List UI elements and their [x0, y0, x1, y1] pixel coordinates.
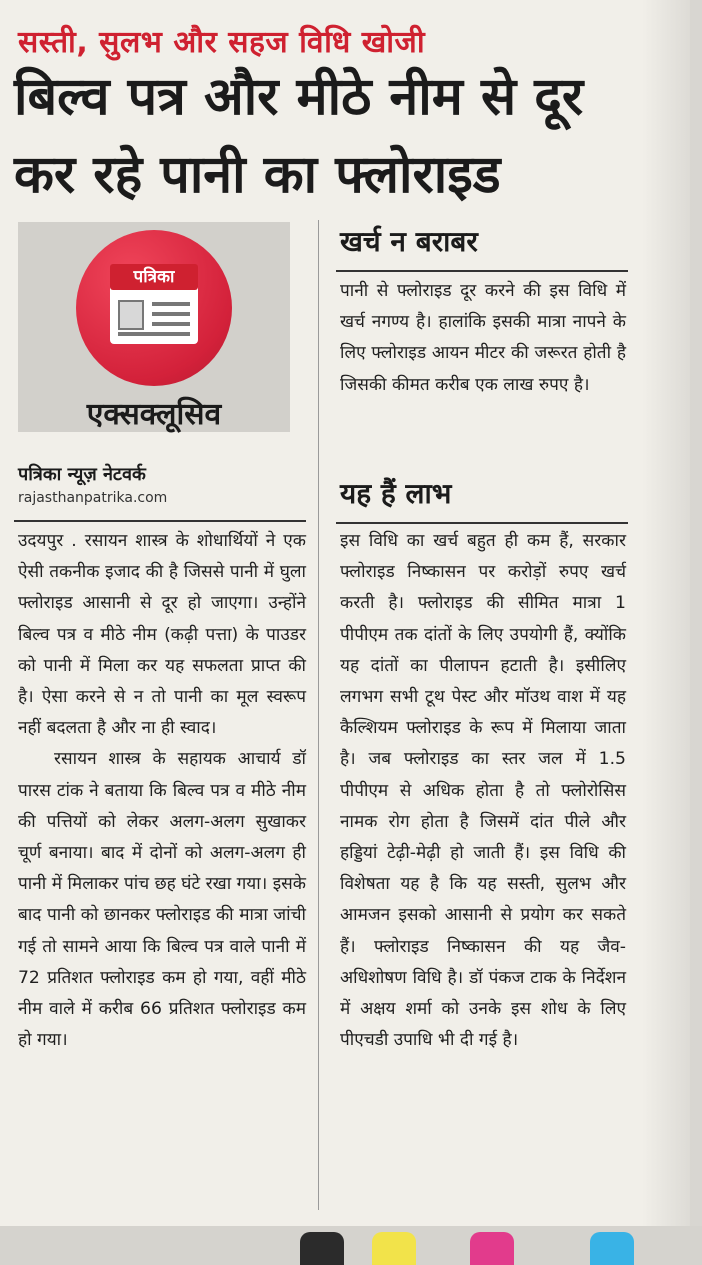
- paragraph: रसायन शास्त्र के सहायक आचार्य डॉ पारस टांक ने बताया कि बिल्व पत्र व मीठे नीम की पत्तियों को लेकर अलग-अलग सुखाकर चूर्ण बनाया। बाद में दोनों को अलग-अलग ही पानी में मिलाकर पांच छह घंटे रखा गया। इसके बाद पानी को छानकर फ्लोराइड की मात्रा जांची गई तो सामने आया कि बिल्व पत्र वाले पानी में 72 प्रतिशत फ्लोराइड कम हो गया, वहीं मीठे नीम वाले में करीब 66 प्रतिशत फ्लोराइड कम हो गया।: [18, 749, 306, 1051]
- paragraph: पानी से फ्लोराइड दूर करने की इस विधि में खर्च नगण्य है। हालांकि इसकी मात्रा नापने के लिए फ्लोराइड आयन मीटर की जरूरत होती है जिसकी कीमत करीब एक लाख रुपए है।: [340, 281, 626, 395]
- divider: [14, 520, 306, 522]
- patrika-logo: [76, 230, 232, 386]
- divider: [336, 270, 628, 272]
- text-line-icon: [152, 302, 190, 306]
- website: rajasthanpatrika.com: [18, 490, 168, 506]
- print-swatch: [372, 1232, 416, 1265]
- article-headline: बिल्व पत्र और मीठे नीम से दूर कर रहे पानी का फ्लोराइड: [14, 67, 584, 205]
- paragraph: इस विधि का खर्च बहुत ही कम हैं, सरकार फ्लोराइड निष्कासन पर करोड़ों रुपए खर्च करती है। फ्लोराइड की सीमित मात्रा 1 पीपीएम तक दांतों के लिए उपयोगी हैं, क्योंकि यह दांतों का पीलापन हटाती है। इसीलिए लगभग सभी टूथ पेस्ट और मॉउथ वाश में यह कैल्शियम फ्लोराइड के रूप में मिलाया जाता है। जब फ्लोराइड का स्तर जल में 1.5 पीपीएम से अधिक होता है तो फ्लोरोसिस नामक रोग होता है जिसमें दांत पीले और हड्डियां टेढ़ी-मेढ़ी हो जाती हैं। इस विधि की विशेषता यह है कि यह सस्ती, सुलभ और आमजन इसको आसानी से प्रयोग कर सकते हैं। फ्लोराइड निष्कासन की यह जैव-अधिशोषण विधि है। डॉ पंकज टाक के निर्देशन में अक्षय शर्मा को उनके इस शोध के लिए पीएचडी उपाधि भी दी गई है।: [340, 531, 626, 1051]
- newspaper-icon: [110, 268, 198, 344]
- subheading-benefits: यह हैं लाभ: [340, 477, 452, 510]
- print-swatch: [470, 1232, 514, 1265]
- subheading-cost: खर्च न बराबर: [340, 225, 478, 258]
- article-kicker: सस्ती, सुलभ और सहज विधि खोजी: [18, 25, 426, 60]
- photo-placeholder-icon: [118, 300, 144, 330]
- print-swatch: [590, 1232, 634, 1265]
- section-cost-body: [340, 276, 626, 401]
- logo-brand: पत्रिका: [110, 264, 198, 290]
- section-benefits-body: [340, 526, 626, 1056]
- text-line-icon: [152, 312, 190, 316]
- exclusive-label: एक्सक्लूसिव: [86, 397, 222, 432]
- column-divider: [318, 220, 319, 1210]
- paragraph: उदयपुर . रसायन शास्त्र के शोधार्थियों ने एक ऐसी तकनीक इजाद की है जिससे पानी में घुला फ्लोराइड आसानी से दूर हो जाएगा। उन्होंने बिल्व पत्र व मीठे नीम (कढ़ी पत्ता) के पाउडर को पानी में मिला कर यह सफलता प्राप्त की है। ऐसा करने से न तो पानी का मूल स्वरूप नहीं बदलता है और ना ही स्वाद।: [18, 531, 306, 739]
- text-line-icon: [118, 332, 190, 336]
- text-line-icon: [152, 322, 190, 326]
- print-swatch: [300, 1232, 344, 1265]
- divider: [336, 522, 628, 524]
- left-column: [18, 526, 306, 1056]
- byline: पत्रिका न्यूज़ नेटवर्क: [18, 464, 146, 485]
- exclusive-badge: [18, 222, 290, 432]
